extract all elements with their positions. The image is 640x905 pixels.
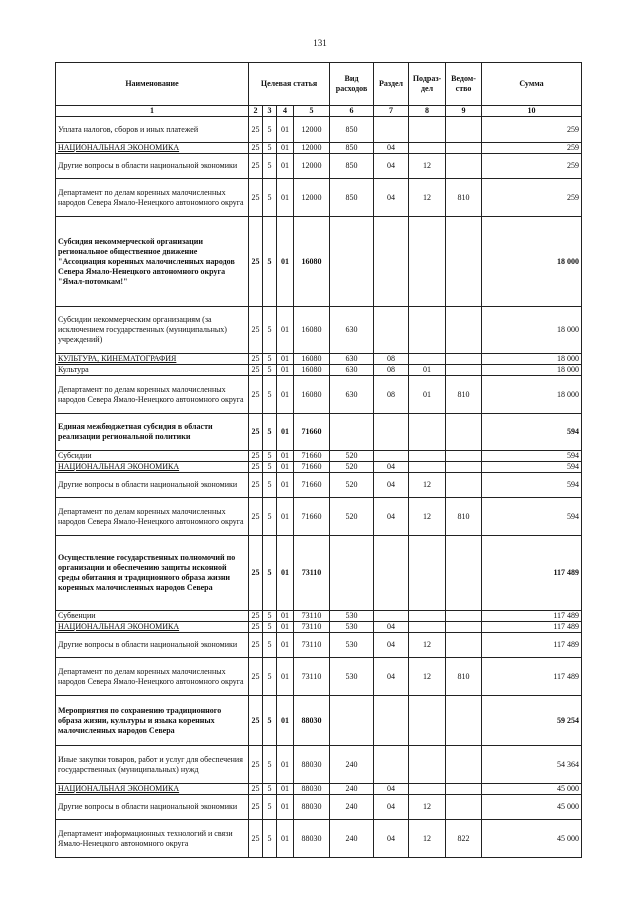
row-department-cell [446, 365, 482, 376]
row-code-d-cell: 12000 [294, 179, 330, 217]
row-code-c-cell: 01 [277, 414, 294, 451]
row-code-d-cell: 71660 [294, 451, 330, 462]
row-amount-cell: 594 [482, 414, 582, 451]
row-code-a-cell: 25 [249, 217, 263, 307]
row-amount-cell: 45 000 [482, 820, 582, 858]
row-section-cell: 04 [374, 154, 409, 179]
row-code-a-cell: 25 [249, 795, 263, 820]
row-code-c-cell: 01 [277, 820, 294, 858]
row-name-cell: Департамент по делам коренных малочисленных народов Севера Ямало-Ненецкого автономного округа [56, 498, 249, 536]
table-row [56, 143, 582, 154]
row-subsection-cell [409, 451, 446, 462]
row-department-cell [446, 451, 482, 462]
row-code-b-cell: 5 [263, 117, 277, 143]
row-amount-cell: 18 000 [482, 365, 582, 376]
row-code-a-cell: 25 [249, 143, 263, 154]
row-amount-cell: 18 000 [482, 354, 582, 365]
table-row [56, 820, 582, 858]
row-expense-type-cell [330, 217, 374, 307]
row-code-d-cell: 16080 [294, 217, 330, 307]
row-code-c-cell: 01 [277, 498, 294, 536]
table-row [56, 746, 582, 784]
row-section-cell: 08 [374, 354, 409, 365]
table-row [56, 354, 582, 365]
table-row [56, 307, 582, 354]
row-code-d-cell: 16080 [294, 354, 330, 365]
row-subsection-cell: 12 [409, 473, 446, 498]
row-subsection-cell: 12 [409, 795, 446, 820]
row-section-cell: 04 [374, 622, 409, 633]
row-section-cell: 04 [374, 795, 409, 820]
row-code-a-cell: 25 [249, 117, 263, 143]
row-code-a-cell: 25 [249, 536, 263, 611]
row-code-d-cell: 12000 [294, 143, 330, 154]
row-code-d-cell: 12000 [294, 154, 330, 179]
row-name-cell: НАЦИОНАЛЬНАЯ ЭКОНОМИКА [56, 784, 249, 795]
row-expense-type-cell: 520 [330, 498, 374, 536]
row-department-cell [446, 622, 482, 633]
row-section-cell: 04 [374, 462, 409, 473]
row-subsection-cell: 01 [409, 365, 446, 376]
row-code-b-cell: 5 [263, 451, 277, 462]
row-section-cell [374, 307, 409, 354]
row-code-d-cell: 73110 [294, 633, 330, 658]
row-amount-cell: 594 [482, 473, 582, 498]
row-code-c-cell: 01 [277, 633, 294, 658]
row-section-cell [374, 117, 409, 143]
header-section: Раздел [374, 63, 409, 106]
row-name-cell: Другие вопросы в области национальной экономики [56, 633, 249, 658]
row-code-b-cell: 5 [263, 217, 277, 307]
row-section-cell: 04 [374, 820, 409, 858]
row-department-cell [446, 633, 482, 658]
row-code-b-cell: 5 [263, 820, 277, 858]
row-code-c-cell: 01 [277, 473, 294, 498]
table-row [56, 696, 582, 746]
row-subsection-cell [409, 217, 446, 307]
row-code-a-cell: 25 [249, 462, 263, 473]
row-name-cell: Субсидии некоммерческим организациям (за исключением государственных (муниципальных) учреждений) [56, 307, 249, 354]
row-department-cell [446, 784, 482, 795]
row-subsection-cell: 12 [409, 633, 446, 658]
row-amount-cell: 18 000 [482, 376, 582, 414]
row-expense-type-cell: 630 [330, 354, 374, 365]
row-department-cell [446, 307, 482, 354]
row-code-b-cell: 5 [263, 307, 277, 354]
row-code-d-cell: 12000 [294, 117, 330, 143]
row-code-c-cell: 01 [277, 795, 294, 820]
row-code-a-cell: 25 [249, 696, 263, 746]
row-department-cell [446, 154, 482, 179]
column-number-row [56, 106, 582, 117]
row-code-b-cell: 5 [263, 365, 277, 376]
row-code-c-cell: 01 [277, 536, 294, 611]
row-amount-cell: 18 000 [482, 307, 582, 354]
row-name-cell: Субсидия некоммерческой организации региональное общественное движение "Ассоциация коренных малочисленных народов Севера Ямало-Ненецкого автономного округа "Ямал-потомкам!" [56, 217, 249, 307]
table-row [56, 795, 582, 820]
header-department: Ведом-ство [446, 63, 482, 106]
row-department-cell: 810 [446, 376, 482, 414]
header-amount: Сумма [482, 63, 582, 106]
row-code-a-cell: 25 [249, 498, 263, 536]
row-code-d-cell: 88030 [294, 746, 330, 784]
row-code-b-cell: 5 [263, 462, 277, 473]
row-subsection-cell [409, 462, 446, 473]
row-name-cell: Департамент по делам коренных малочисленных народов Севера Ямало-Ненецкого автономного округа [56, 658, 249, 696]
row-amount-cell: 259 [482, 117, 582, 143]
row-expense-type-cell: 850 [330, 117, 374, 143]
row-subsection-cell: 12 [409, 154, 446, 179]
row-amount-cell: 45 000 [482, 784, 582, 795]
row-name-cell: Единая межбюджетная субсидия в области реализации региональной политики [56, 414, 249, 451]
row-code-a-cell: 25 [249, 658, 263, 696]
row-department-cell [446, 462, 482, 473]
row-code-a-cell: 25 [249, 746, 263, 784]
row-subsection-cell [409, 746, 446, 784]
row-code-b-cell: 5 [263, 622, 277, 633]
row-expense-type-cell: 530 [330, 611, 374, 622]
row-code-b-cell: 5 [263, 696, 277, 746]
row-subsection-cell: 12 [409, 179, 446, 217]
row-name-cell: Иные закупки товаров, работ и услуг для обеспечения государственных (муниципальных) нужд [56, 746, 249, 784]
row-department-cell: 810 [446, 498, 482, 536]
row-expense-type-cell: 240 [330, 795, 374, 820]
row-expense-type-cell: 520 [330, 473, 374, 498]
row-code-a-cell: 25 [249, 376, 263, 414]
row-code-c-cell: 01 [277, 365, 294, 376]
row-code-c-cell: 01 [277, 658, 294, 696]
row-subsection-cell [409, 611, 446, 622]
row-code-b-cell: 5 [263, 498, 277, 536]
row-code-b-cell: 5 [263, 473, 277, 498]
row-expense-type-cell: 630 [330, 376, 374, 414]
row-expense-type-cell [330, 414, 374, 451]
row-code-c-cell: 01 [277, 154, 294, 179]
row-amount-cell: 117 489 [482, 536, 582, 611]
row-name-cell: Департамент по делам коренных малочисленных народов Севера Ямало-Ненецкого автономного округа [56, 376, 249, 414]
row-code-d-cell: 88030 [294, 784, 330, 795]
table-row [56, 451, 582, 462]
column-number: 9 [446, 106, 482, 117]
row-subsection-cell [409, 354, 446, 365]
row-amount-cell: 259 [482, 154, 582, 179]
row-name-cell: НАЦИОНАЛЬНАЯ ЭКОНОМИКА [56, 622, 249, 633]
row-department-cell [446, 117, 482, 143]
row-code-b-cell: 5 [263, 179, 277, 217]
row-amount-cell: 117 489 [482, 658, 582, 696]
row-department-cell: 810 [446, 658, 482, 696]
table-row [56, 179, 582, 217]
row-department-cell [446, 143, 482, 154]
column-number: 5 [294, 106, 330, 117]
row-subsection-cell: 01 [409, 376, 446, 414]
table-row [56, 658, 582, 696]
row-code-d-cell: 16080 [294, 365, 330, 376]
table-row [56, 473, 582, 498]
row-name-cell: КУЛЬТУРА, КИНЕМАТОГРАФИЯ [56, 354, 249, 365]
column-number: 1 [56, 106, 249, 117]
row-code-c-cell: 01 [277, 622, 294, 633]
row-department-cell [446, 354, 482, 365]
row-department-cell [446, 414, 482, 451]
row-section-cell: 04 [374, 498, 409, 536]
row-name-cell: Культура [56, 365, 249, 376]
row-amount-cell: 54 364 [482, 746, 582, 784]
header-row [56, 63, 582, 106]
table-row [56, 376, 582, 414]
row-subsection-cell: 12 [409, 820, 446, 858]
row-amount-cell: 117 489 [482, 622, 582, 633]
table-row [56, 633, 582, 658]
row-code-a-cell: 25 [249, 622, 263, 633]
row-department-cell [446, 217, 482, 307]
row-name-cell: Департамент по делам коренных малочисленных народов Севера Ямало-Ненецкого автономного округа [56, 179, 249, 217]
row-section-cell: 04 [374, 473, 409, 498]
row-department-cell [446, 746, 482, 784]
row-code-d-cell: 16080 [294, 376, 330, 414]
row-code-a-cell: 25 [249, 307, 263, 354]
row-subsection-cell [409, 117, 446, 143]
table-row [56, 784, 582, 795]
row-name-cell: НАЦИОНАЛЬНАЯ ЭКОНОМИКА [56, 462, 249, 473]
row-code-a-cell: 25 [249, 354, 263, 365]
table-row [56, 154, 582, 179]
row-code-b-cell: 5 [263, 354, 277, 365]
row-code-a-cell: 25 [249, 473, 263, 498]
row-expense-type-cell: 630 [330, 307, 374, 354]
row-code-b-cell: 5 [263, 784, 277, 795]
table-row [56, 414, 582, 451]
row-name-cell: Другие вопросы в области национальной экономики [56, 154, 249, 179]
row-code-c-cell: 01 [277, 179, 294, 217]
row-section-cell [374, 217, 409, 307]
column-number: 8 [409, 106, 446, 117]
row-code-c-cell: 01 [277, 376, 294, 414]
column-number: 6 [330, 106, 374, 117]
row-section-cell [374, 746, 409, 784]
row-section-cell: 08 [374, 365, 409, 376]
column-number: 7 [374, 106, 409, 117]
row-code-d-cell: 73110 [294, 536, 330, 611]
row-code-c-cell: 01 [277, 611, 294, 622]
row-code-d-cell: 73110 [294, 658, 330, 696]
row-code-a-cell: 25 [249, 611, 263, 622]
row-department-cell: 810 [446, 179, 482, 217]
table-row [56, 498, 582, 536]
page-number: 131 [313, 38, 327, 48]
header-name: Наименование [56, 63, 249, 106]
row-code-c-cell: 01 [277, 307, 294, 354]
row-expense-type-cell [330, 536, 374, 611]
row-subsection-cell [409, 143, 446, 154]
row-department-cell [446, 696, 482, 746]
row-name-cell: Другие вопросы в области национальной экономики [56, 473, 249, 498]
row-code-a-cell: 25 [249, 179, 263, 217]
row-department-cell [446, 795, 482, 820]
row-code-c-cell: 01 [277, 354, 294, 365]
row-amount-cell: 259 [482, 179, 582, 217]
row-expense-type-cell: 850 [330, 179, 374, 217]
row-section-cell [374, 536, 409, 611]
row-subsection-cell [409, 622, 446, 633]
header-target-article: Целевая статья [249, 63, 330, 106]
row-expense-type-cell: 520 [330, 451, 374, 462]
row-expense-type-cell: 240 [330, 784, 374, 795]
row-section-cell [374, 611, 409, 622]
row-code-c-cell: 01 [277, 117, 294, 143]
row-code-a-cell: 25 [249, 784, 263, 795]
row-section-cell [374, 696, 409, 746]
row-code-b-cell: 5 [263, 414, 277, 451]
table-row [56, 117, 582, 143]
column-number: 2 [249, 106, 263, 117]
row-section-cell: 04 [374, 658, 409, 696]
row-code-b-cell: 5 [263, 746, 277, 784]
row-section-cell: 04 [374, 179, 409, 217]
row-code-b-cell: 5 [263, 795, 277, 820]
row-subsection-cell: 12 [409, 498, 446, 536]
row-code-a-cell: 25 [249, 451, 263, 462]
row-code-a-cell: 25 [249, 365, 263, 376]
row-expense-type-cell: 850 [330, 154, 374, 179]
table-row [56, 611, 582, 622]
row-department-cell [446, 536, 482, 611]
table-row [56, 365, 582, 376]
row-section-cell [374, 414, 409, 451]
row-expense-type-cell [330, 696, 374, 746]
row-section-cell: 04 [374, 784, 409, 795]
row-code-d-cell: 71660 [294, 473, 330, 498]
row-amount-cell: 117 489 [482, 611, 582, 622]
header-subsection: Подраз-дел [409, 63, 446, 106]
row-code-b-cell: 5 [263, 376, 277, 414]
row-amount-cell: 18 000 [482, 217, 582, 307]
table-row [56, 622, 582, 633]
row-name-cell: Осуществление государственных полномочий по организации и обеспечению защиты исконной среды обитания и традиционного образа жизни коренных малочисленных народов Севера [56, 536, 249, 611]
row-code-c-cell: 01 [277, 143, 294, 154]
row-code-d-cell: 71660 [294, 498, 330, 536]
table-row [56, 462, 582, 473]
header-expense-type: Вид расходов [330, 63, 374, 106]
table-body [56, 117, 582, 858]
row-amount-cell: 594 [482, 451, 582, 462]
row-amount-cell: 259 [482, 143, 582, 154]
row-code-a-cell: 25 [249, 820, 263, 858]
row-subsection-cell [409, 696, 446, 746]
row-code-c-cell: 01 [277, 451, 294, 462]
row-code-b-cell: 5 [263, 536, 277, 611]
row-amount-cell: 117 489 [482, 633, 582, 658]
row-code-b-cell: 5 [263, 658, 277, 696]
row-code-a-cell: 25 [249, 633, 263, 658]
row-code-c-cell: 01 [277, 784, 294, 795]
row-name-cell: Субсидии [56, 451, 249, 462]
row-name-cell: Другие вопросы в области национальной экономики [56, 795, 249, 820]
row-expense-type-cell: 630 [330, 365, 374, 376]
row-expense-type-cell: 530 [330, 658, 374, 696]
row-name-cell: НАЦИОНАЛЬНАЯ ЭКОНОМИКА [56, 143, 249, 154]
row-expense-type-cell: 240 [330, 820, 374, 858]
row-amount-cell: 594 [482, 498, 582, 536]
row-department-cell [446, 473, 482, 498]
row-subsection-cell: 12 [409, 658, 446, 696]
row-code-c-cell: 01 [277, 746, 294, 784]
row-expense-type-cell: 240 [330, 746, 374, 784]
row-code-d-cell: 88030 [294, 820, 330, 858]
row-subsection-cell [409, 536, 446, 611]
column-number: 10 [482, 106, 582, 117]
row-subsection-cell [409, 307, 446, 354]
row-name-cell: Департамент информационных технологий и связи Ямало-Ненецкого автономного округа [56, 820, 249, 858]
row-amount-cell: 594 [482, 462, 582, 473]
row-code-d-cell: 73110 [294, 622, 330, 633]
row-section-cell: 04 [374, 143, 409, 154]
row-code-d-cell: 71660 [294, 462, 330, 473]
row-code-a-cell: 25 [249, 154, 263, 179]
row-amount-cell: 59 254 [482, 696, 582, 746]
row-code-d-cell: 16080 [294, 307, 330, 354]
row-name-cell: Мероприятия по сохранению традиционного образа жизни, культуры и языка коренных малочисленных народов Севера [56, 696, 249, 746]
row-department-cell [446, 611, 482, 622]
budget-table [55, 62, 582, 858]
row-expense-type-cell: 850 [330, 143, 374, 154]
row-code-c-cell: 01 [277, 217, 294, 307]
row-expense-type-cell: 530 [330, 633, 374, 658]
row-code-a-cell: 25 [249, 414, 263, 451]
row-code-d-cell: 88030 [294, 795, 330, 820]
row-code-c-cell: 01 [277, 462, 294, 473]
row-subsection-cell [409, 784, 446, 795]
row-amount-cell: 45 000 [482, 795, 582, 820]
row-section-cell: 04 [374, 633, 409, 658]
row-code-b-cell: 5 [263, 633, 277, 658]
column-number: 3 [263, 106, 277, 117]
row-department-cell: 822 [446, 820, 482, 858]
row-expense-type-cell: 520 [330, 462, 374, 473]
table-row [56, 536, 582, 611]
row-code-d-cell: 71660 [294, 414, 330, 451]
row-subsection-cell [409, 414, 446, 451]
table-row [56, 217, 582, 307]
row-code-d-cell: 88030 [294, 696, 330, 746]
row-code-c-cell: 01 [277, 696, 294, 746]
row-section-cell: 08 [374, 376, 409, 414]
row-expense-type-cell: 530 [330, 622, 374, 633]
row-code-b-cell: 5 [263, 154, 277, 179]
row-code-b-cell: 5 [263, 611, 277, 622]
row-code-b-cell: 5 [263, 143, 277, 154]
row-section-cell [374, 451, 409, 462]
row-name-cell: Субвенции [56, 611, 249, 622]
row-name-cell: Уплата налогов, сборов и иных платежей [56, 117, 249, 143]
row-code-d-cell: 73110 [294, 611, 330, 622]
column-number: 4 [277, 106, 294, 117]
